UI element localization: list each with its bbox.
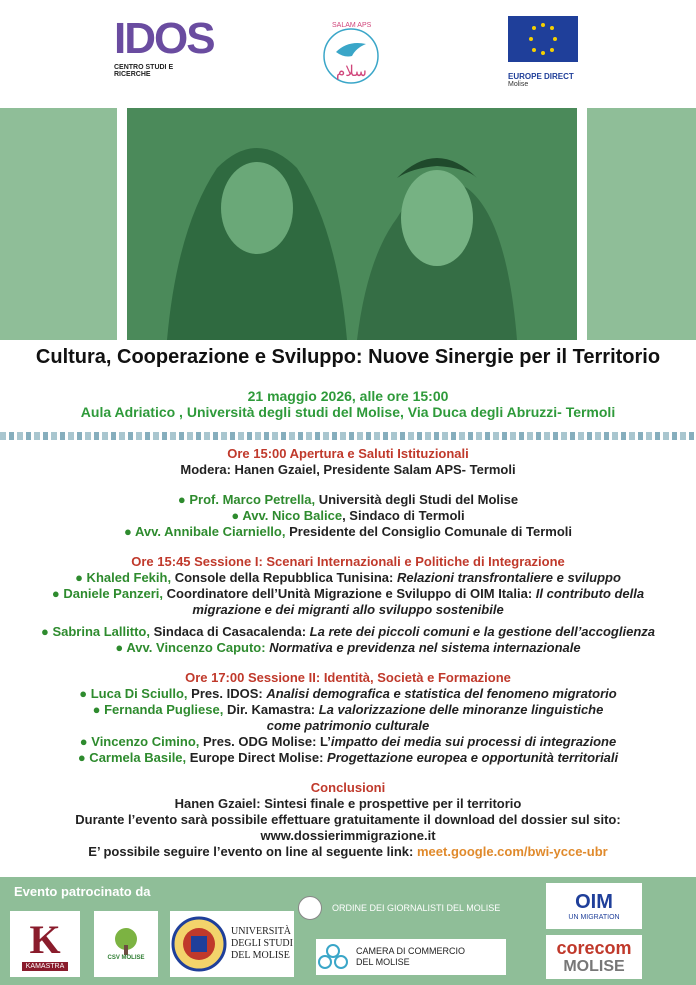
portrait-illustration <box>127 108 577 340</box>
event-date: 21 maggio 2026, alle ore 15:00 <box>247 388 449 404</box>
program <box>0 446 696 860</box>
download-note: Durante l’evento sarà possibile effettuare gratuitamente il download del dossier sul sito: <box>75 812 621 827</box>
salam-arabic: سلام <box>336 63 367 80</box>
corecom-logo <box>546 935 642 979</box>
event-title: Cultura, Cooperazione e Sviluppo: Nuove Sinergie per il Territorio <box>35 346 661 368</box>
idos-logo <box>114 14 214 78</box>
session1-item: ● Avv. Vincenzo Caputo: Normativa e previdenza nel sistema internazionale <box>115 640 581 655</box>
session2-heading: Ore 17:00 Sessione II: Identità, Società e Formazione <box>185 670 511 685</box>
session1-item: ● Khaled Fekih, Console della Repubblica Tunisina: Relazioni transfrontaliere e sviluppo <box>75 570 621 585</box>
kamastra-label: KAMASTRA <box>22 962 69 971</box>
opening-speaker: ● Prof. Marco Petrella, Università degli Studi del Molise <box>177 492 519 507</box>
csv-molise-logo <box>94 911 158 977</box>
header <box>0 0 696 108</box>
event-location: Aula Adriatico , Università degli studi del Molise, Via Duca degli Abruzzi- Termoli <box>80 404 616 420</box>
stars-icon <box>508 16 578 62</box>
eu-flag <box>508 16 578 62</box>
kamastra-k-icon: K <box>29 916 61 962</box>
csv-label: CSV MOLISE <box>107 955 145 961</box>
europe-direct-logo <box>508 16 588 92</box>
conclusions-heading: Conclusioni <box>310 780 386 795</box>
unimol-logo <box>170 911 294 977</box>
hero-banner <box>0 108 696 340</box>
session2-item: ● Fernanda Pugliese, Dir. Kamastra: La valorizzazione delle minoranze linguistiche come patrimonio culturale <box>92 702 604 733</box>
corecom-sub: MOLISE <box>563 958 625 975</box>
odg-circle-icon <box>298 896 322 920</box>
session2-item: ● Luca Di Sciullo, Pres. IDOS: Analisi demografica e statistica del fenomeno migratorio <box>79 686 617 701</box>
online-note: E’ possibile seguire l’evento on line al seguente link: meet.google.com/bwi-ycce-ubr <box>88 844 608 859</box>
oim-sub: UN MIGRATION <box>568 914 620 921</box>
camera-label: CAMERA DI COMMERCIO DEL MOLISE <box>356 946 466 967</box>
opening-speaker: ● Avv. Nico Balice, Sindaco di Termoli <box>231 508 465 523</box>
session1-item: ● Daniele Panzeri, Coordinatore dell’Unità Migrazione e Sviluppo di OIM Italia: Il contributo della migrazione e dei migranti allo sviluppo sostenibile <box>51 586 645 617</box>
university-seal-icon <box>171 916 227 972</box>
corecom-mark: corecom <box>556 938 632 958</box>
event-details <box>0 388 696 420</box>
dossier-site-link[interactable]: www.dossierimmigrazione.it <box>260 828 436 843</box>
decorative-divider <box>0 432 696 440</box>
camera-commercio-logo <box>316 939 506 975</box>
meet-link[interactable]: meet.google.com/bwi-ycce-ubr <box>417 844 608 859</box>
oim-logo <box>546 883 642 929</box>
opening-speaker: ● Avv. Annibale Ciarniello, Presidente del Consiglio Comunale di Termoli <box>123 524 573 539</box>
oim-mark: OIM <box>575 891 613 913</box>
session2-item: ● Vincenzo Cimino, Pres. ODG Molise: L’impatto dei media sui processi di integrazione <box>79 734 617 749</box>
session2-item: ● Carmela Basile, Europe Direct Molise: Progettazione europea e opportunità territoriali <box>77 750 619 765</box>
opening-heading: Ore 15:00 Apertura e Saluti Istituzionali <box>227 446 469 461</box>
kamastra-logo <box>10 911 80 977</box>
flower-icon <box>316 942 350 972</box>
sponsors-footer <box>0 877 696 985</box>
idos-mark: IDOS <box>114 14 214 63</box>
moderator-line: Modera: Hanen Gzaiel, Presidente Salam APS- Termoli <box>180 462 516 477</box>
salam-top-text: SALAM APS <box>332 22 372 29</box>
salam-logo <box>318 18 384 86</box>
sponsors-label: Evento patrocinato da <box>14 884 151 899</box>
session1-item: ● Sabrina Lallitto, Sindaca di Casacalenda: La rete dei piccoli comuni e la gestione dell’accoglienza <box>40 624 655 639</box>
idos-subtitle: CENTRO STUDI E RICERCHE <box>114 64 174 78</box>
unimol-name: UNIVERSITÀ DEGLI STUDI DEL MOLISE <box>231 926 293 961</box>
odg-label: ORDINE DEI GIORNALISTI DEL MOLISE <box>332 903 501 913</box>
hero-illustration <box>127 108 577 340</box>
session1-heading: Ore 15:45 Sessione I: Scenari Internazionali e Politiche di Integrazione <box>131 554 565 569</box>
conclusions-line: Hanen Gzaiel: Sintesi finale e prospettive per il territorio <box>174 796 522 811</box>
europe-direct-sub: Molise <box>508 81 529 88</box>
odg-molise-logo <box>298 893 534 923</box>
europe-direct-label: EUROPE DIRECT <box>508 72 574 81</box>
tree-icon <box>106 927 146 955</box>
